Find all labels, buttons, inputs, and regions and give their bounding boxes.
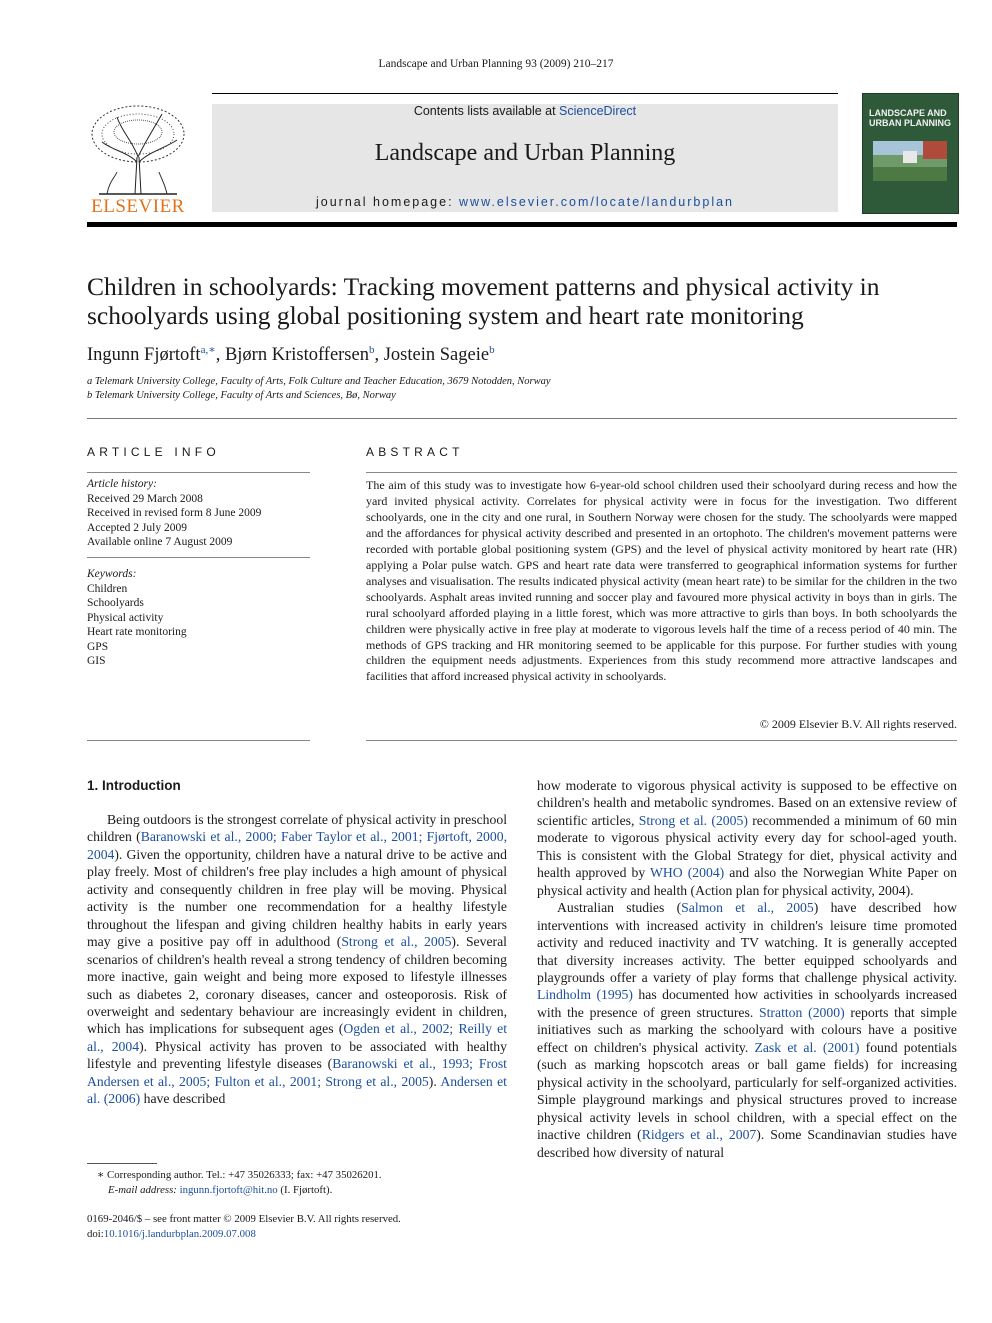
author-marks[interactable]: b — [368, 344, 375, 356]
affiliation-a: a Telemark University College, Faculty of Arts, Folk Culture and Teacher Education, 3679 Notodden, Norway — [87, 376, 551, 387]
contents-prefix: Contents lists available at — [413, 104, 560, 118]
article-info-rule — [87, 740, 310, 741]
text-run: Australian studies ( — [557, 900, 682, 916]
article-info-rule — [87, 557, 310, 558]
citation-link[interactable]: Ridgers et al., 2007 — [641, 1127, 757, 1143]
keyword: GPS — [87, 640, 109, 653]
homepage-link[interactable]: www.elsevier.com/locate/landurbplan — [459, 195, 734, 209]
abstract-heading: ABSTRACT — [366, 445, 464, 459]
keyword: GIS — [87, 655, 106, 667]
citation-link[interactable]: Stratton (2000) — [759, 1004, 845, 1020]
doi-link[interactable]: 10.1016/j.landurbplan.2009.07.008 — [103, 1227, 256, 1240]
email-line — [87, 1183, 507, 1198]
abstract-text: The aim of this study was to investigate how 6-year-old school children used their schoolyard during recess and how the yard invited physical activity. Correlates for physical activity were in focus for the investigation. Two different schoolyards, one in the city and one rural, in Southern Norway were chosen for the study. The schoolyards were mapped and the affordances for physical activity described and presented in an ortophoto. The children's movement patterns were recorded with portable global positioning system (GPS) and the level of physical activity monitored by heart rate (HR) applying a Polar pulse watch. GPS and heart rate data were transferred to geographical information systems for further analyses and visualisation. The results indicated physical activity (mean heart rate) to be similar for the children in the two schoolyards. Asphalt areas invited running and soccer play and favoured more physical activity in boys than in girls. The rural schoolyard afforded playing in a little forest, which was more attractive to girls than boys. In both schoolyards the children were physically active in free play at moderate to vigorous levels half the time of a recess period of 40 min. The methods of GPS tracking and HR monitoring seemed to be applicable for this purpose. For further studies with young children the equipment needs adjustments. Experiences from this study recommend more attractive landscapes and facilities that afford increased physical activity in schoolyards. — [366, 478, 957, 684]
contents-line — [212, 104, 838, 118]
text-run: has documented how activities in schoolyards increased with the presence of green structures. — [537, 987, 958, 1020]
author-marks[interactable]: a,∗ — [200, 344, 216, 356]
paragraph — [87, 811, 507, 1108]
doi-prefix: doi: — [87, 1227, 104, 1240]
sciencedirect-link[interactable]: ScienceDirect — [559, 104, 637, 118]
text-run: ). Given the opportunity, children have a natural drive to be active and play freely. Most of children's free play includes a high amount of physical activity and consequently children in free play will be moving. Physical activity is the number one recommendation for a healthy lifestyle throughout the lifespan and giving children healthy habits in early years may give a positive pay off in adulthood ( — [87, 846, 507, 950]
citation-link[interactable]: Baranowski et al., 2000; Faber Taylor et al., 2001; Fjørtoft, 2000, 2004 — [87, 829, 507, 862]
article-title: Children in schoolyards: Tracking movement patterns and physical activity in schoolyards using global positioning system and heart rate monitoring — [87, 272, 880, 330]
citation-link[interactable]: Ogden et al., 2002; Reilly et al., 2004 — [87, 1021, 508, 1054]
homepage-prefix: journal homepage: — [316, 195, 460, 209]
keyword: Heart rate monitoring — [87, 626, 187, 638]
citation-link[interactable]: Strong et al. (2005) — [638, 812, 748, 828]
journal-cover-image — [862, 93, 959, 214]
history-item: Received 29 March 2008 — [87, 492, 203, 505]
keyword: Schoolyards — [87, 597, 144, 609]
body-column-right — [537, 777, 957, 1161]
text-run: and also the Norwegian White Paper on physical activity and health (Action plan for physical activity, 2004). — [537, 865, 957, 898]
journal-name: Landscape and Urban Planning — [374, 140, 676, 166]
abstract-rule — [366, 740, 957, 741]
homepage-line — [212, 195, 838, 209]
doi-line — [87, 1227, 507, 1242]
text-run: ). Physical activity has proven to be associated with healthy lifestyle and preventing lifestyle diseases ( — [87, 1038, 507, 1072]
citation-link[interactable]: Baranowski et al., 1993; Frost Andersen et al., 2005; Fulton et al., 2001; Strong et al., 2005 — [87, 1056, 507, 1089]
journal-citation: Landscape and Urban Planning 93 (2009) 210–217 — [378, 58, 614, 70]
footnote-rule — [87, 1163, 157, 1164]
footnote — [87, 1168, 507, 1197]
text-run: reports that simple initiatives such as marking the schoolyard with colours have a positive effect on children's physical activity. — [537, 1004, 957, 1055]
abstract-rule — [366, 472, 957, 473]
history-label: Article history: — [87, 478, 157, 490]
keywords-label: Keywords: — [87, 568, 137, 580]
text-run: have described — [140, 1091, 226, 1107]
text-run: found potentials (such as marking hopscotch areas or ball game fields) for increasing physical activity in the schoolyard, particularly for self-organized activities. Simple playground markings and physical structures proved to increase physical activity levels in school children, with a special effect on the inactive children ( — [537, 1039, 958, 1143]
keyword: Children — [87, 582, 128, 595]
author-name: Bjørn Kristoffersen — [224, 345, 369, 366]
text-run: ). Some Scandinavian studies have described how diversity of natural — [537, 1127, 957, 1160]
text-run: recommended a minimum of 60 min moderate to vigorous physical activity every day for school-aged youth. This is consistent with the Global Strategy for diet, physical activity and health approved by — [537, 812, 957, 881]
cover-photo — [873, 141, 947, 181]
text-run: ). — [428, 1073, 441, 1089]
affiliation-b: b Telemark University College, Faculty of Arts and Sciences, Bø, Norway — [87, 390, 396, 401]
citation-link[interactable]: WHO (2004) — [649, 865, 725, 881]
text-run: Being outdoors is the strongest correlate of physical activity in preschool children ( — [87, 812, 507, 845]
article-info-rule — [87, 472, 310, 473]
author-name: Ingunn Fjørtoft — [87, 345, 201, 366]
history-item: Accepted 2 July 2009 — [87, 521, 187, 534]
abstract-copyright: © 2009 Elsevier B.V. All rights reserved. — [759, 717, 957, 731]
front-matter — [87, 1212, 507, 1241]
affiliation-rule — [87, 418, 957, 419]
history-item: Available online 7 August 2009 — [87, 536, 233, 548]
elsevier-wordmark: ELSEVIER — [91, 196, 185, 217]
section-heading: 1. Introduction — [87, 778, 181, 793]
author-name: Jostein Sageie — [383, 345, 490, 366]
citation-link[interactable]: Andersen et al. (2006) — [87, 1073, 507, 1107]
article-history — [87, 477, 310, 550]
citation-link[interactable]: Strong et al., 2005 — [341, 934, 452, 950]
email-suffix: (I. Fjørtoft). — [277, 1183, 333, 1196]
text-run: ) have described how interventions with increased activity in children's leisure time promoted activity and reduced inactivity and TV watching. It is generally accepted that diversity increases activity. The better equipped schoolyards and playgrounds offer a variety of play forms that challenge physical activity. — [537, 900, 957, 985]
text-run: how moderate to vigorous physical activity is supposed to be effective on children's health and metabolic syndromes. Based on an extensive review of scientific articles, — [537, 778, 957, 828]
email-label: E-mail address: — [108, 1183, 180, 1196]
cover-title: LANDSCAPE AND URBAN PLANNING — [869, 108, 951, 128]
author-marks[interactable]: b — [489, 344, 495, 356]
email-link[interactable]: ingunn.fjortoft@hit.no — [179, 1183, 278, 1196]
header-thick-rule — [87, 222, 957, 227]
issn-line: 0169-2046/$ – see front matter © 2009 Elsevier B.V. All rights reserved. — [87, 1213, 401, 1225]
text-run: ). Several scenarios of children's health reveal a strong tendency of children becoming more inactive, gain weight and being more exposed to lifestyle illnesses such as diabetes 2, coronary diseases, cancer and osteoporosis. Risk of overweight and sedentary behaviour are increasingly evident in children, which has implications for subsequent ages ( — [87, 934, 507, 1037]
citation-link[interactable]: Lindholm (1995) — [537, 987, 633, 1003]
citation-link[interactable]: Salmon et al., 2005 — [681, 900, 814, 916]
paragraph — [537, 777, 957, 899]
citation-link[interactable]: Zask et al. (2001) — [754, 1039, 860, 1055]
corresponding-author: ∗ Corresponding author. Tel.: +47 35026333; fax: +47 35026201. — [97, 1169, 382, 1181]
article-info-heading: ARTICLE INFO — [87, 445, 220, 459]
paragraph — [537, 899, 957, 1161]
keyword: Physical activity — [87, 611, 164, 624]
author-list: Ingunn Fjørtoft$^{a,∗}$, Bjørn Kristoffersen$^b$, Jostein Sageie$^b$ — [87, 344, 495, 366]
keywords-block — [87, 567, 310, 669]
body-column-left — [87, 811, 507, 1108]
header-rule — [212, 93, 838, 94]
history-item: Received in revised form 8 June 2009 — [87, 507, 262, 519]
